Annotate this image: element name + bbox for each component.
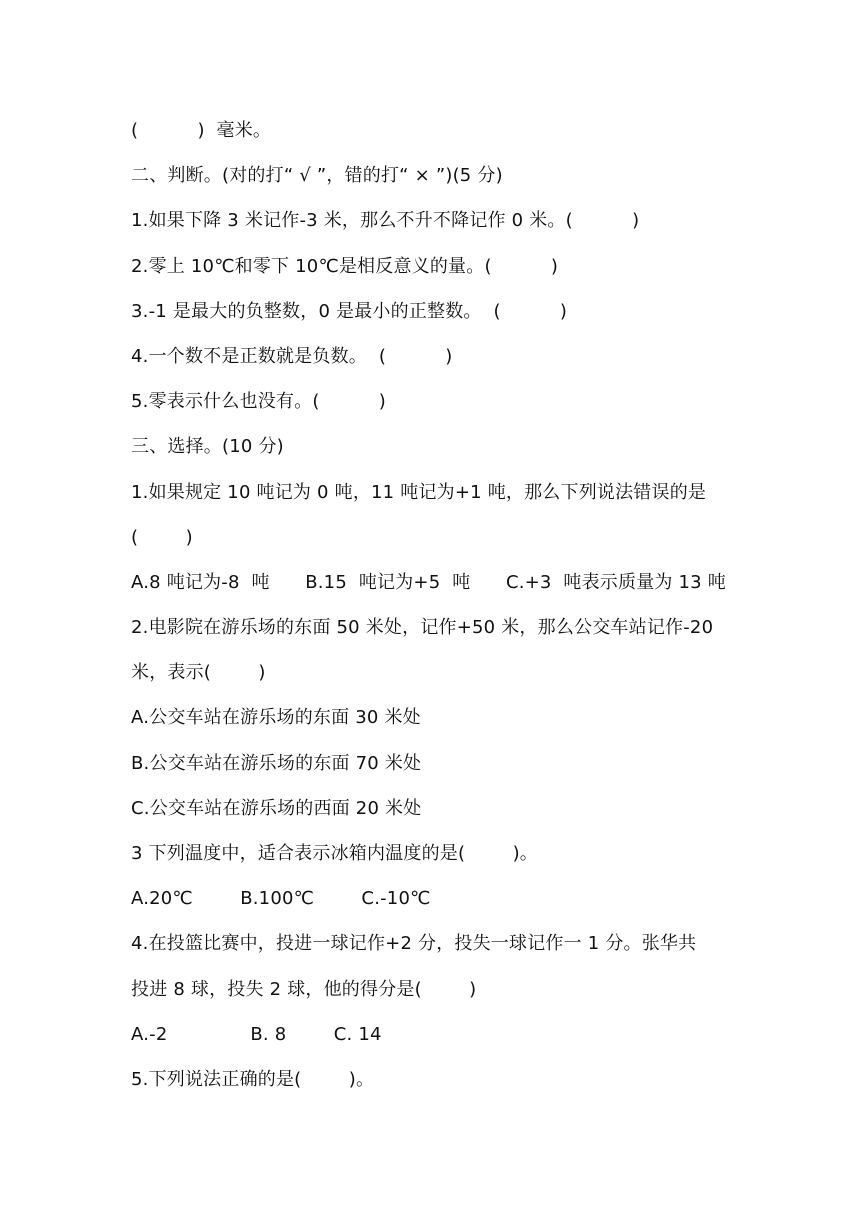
choice-question-4: 4.在投篮比赛中，投进一球记作+2 分，投失一球记作一 1 分。张华共 (131, 933, 697, 955)
section-heading-judgment: 二、判断。(对的打“ √ ”，错的打“ × ”)(5 分) (131, 165, 503, 187)
choice-question-2-option-b: B.公交车站在游乐场的东面 70 米处 (131, 752, 422, 774)
choice-question-4-continued: 投进 8 球，投失 2 球，他的得分是( ) (131, 978, 477, 1000)
judgment-question-3: 3.-1 是最大的负整数，0 是最小的正整数。 ( ) (131, 300, 568, 322)
fill-blank-continuation: ( ) 毫米。 (131, 120, 272, 141)
section-heading-choice: 三、选择。(10 分) (131, 436, 284, 458)
choice-question-2-option-c: C.公交车站在游乐场的西面 20 米处 (131, 797, 422, 819)
judgment-question-5: 5.零表示什么也没有。( ) (131, 391, 387, 413)
judgment-question-4: 4.一个数不是正数就是负数。 ( ) (131, 345, 453, 367)
choice-question-2-continued: 米，表示( ) (131, 662, 266, 684)
judgment-question-2: 2.零上 10℃和零下 10℃是相反意义的量。( ) (131, 255, 559, 277)
choice-question-1-blank: ( ) (131, 526, 193, 548)
choice-question-2-option-a: A.公交车站在游乐场的东面 30 米处 (131, 707, 421, 729)
judgment-question-1: 1.如果下降 3 米记作-3 米，那么不升不降记作 0 米。( ) (131, 210, 640, 232)
choice-question-3-options: A.20℃ B.100℃ C.-10℃ (131, 888, 431, 910)
choice-question-3: 3 下列温度中，适合表示冰箱内温度的是( )。 (131, 843, 538, 864)
choice-question-4-options: A.-2 B. 8 C. 14 (131, 1023, 382, 1045)
choice-question-1: 1.如果规定 10 吨记为 0 吨，11 吨记为+1 吨，那么下列说法错误的是 (131, 481, 707, 503)
choice-question-1-options: A.8 吨记为-8 吨 B.15 吨记为+5 吨 C.+3 吨表示质量为 13 吨 (131, 571, 726, 593)
document-body (131, 108, 741, 1102)
choice-question-2: 2.电影院在游乐场的东面 50 米处，记作+50 米，那么公交车站记作-20 (131, 617, 714, 639)
choice-question-5: 5.下列说法正确的是( )。 (131, 1068, 375, 1090)
